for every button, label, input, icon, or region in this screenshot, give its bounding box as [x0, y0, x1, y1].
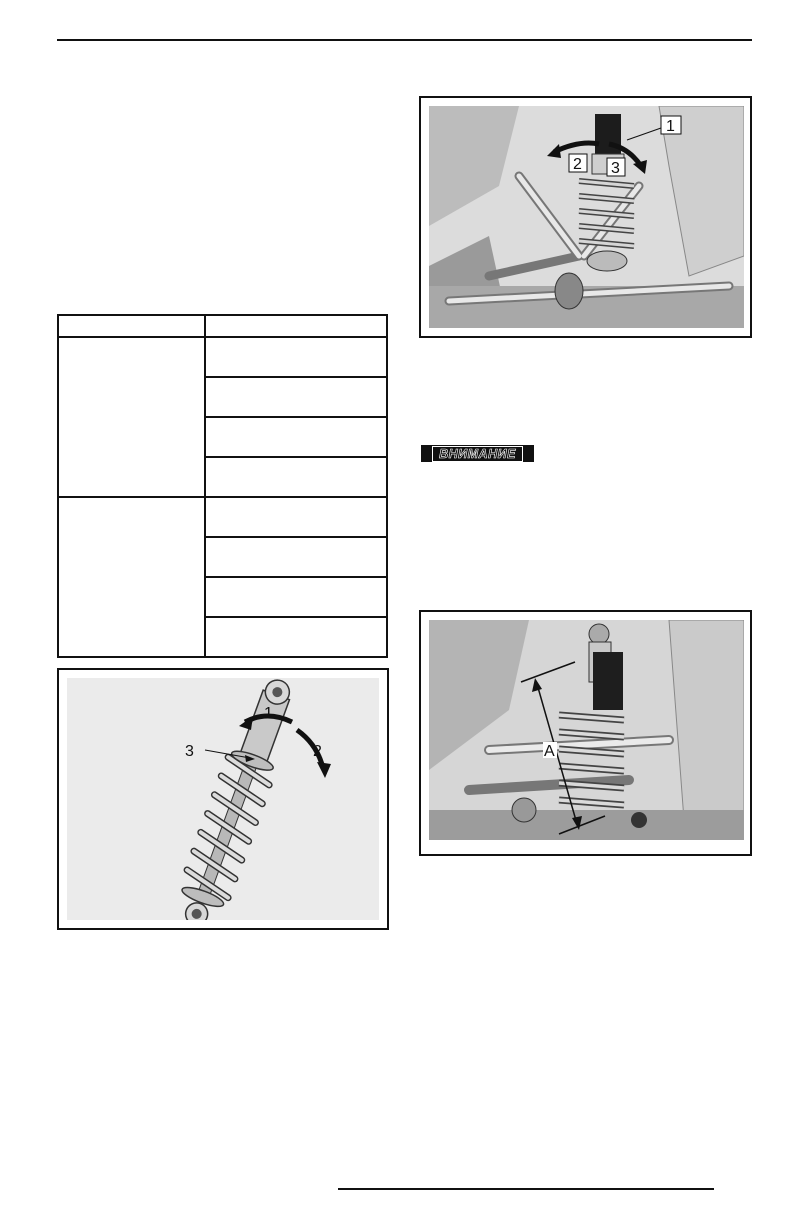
callout-1: 1 [264, 705, 273, 722]
table-row [58, 337, 387, 377]
header-rule [57, 39, 752, 41]
table-header-cell [58, 315, 205, 337]
callout-1: 1 [666, 118, 675, 135]
shock-absorber-illustration [67, 678, 379, 920]
table-cell [205, 377, 387, 417]
table-cell [205, 417, 387, 457]
table-cell [205, 617, 387, 657]
table-cell [205, 457, 387, 497]
callout-a: A [544, 743, 555, 760]
table-group-cell [58, 497, 205, 657]
warning-label: ВНИМАНИЕ [439, 446, 516, 461]
table-header-cell [205, 315, 387, 337]
table-cell [205, 537, 387, 577]
footer-rule [338, 1188, 714, 1190]
warning-badge-frame [432, 446, 523, 462]
table-cell [205, 497, 387, 537]
table-cell [205, 337, 387, 377]
callout-2: 2 [313, 743, 322, 760]
table-group-cell [58, 337, 205, 497]
shock-absorber-drawing [67, 678, 379, 920]
callout-3: 3 [611, 160, 620, 177]
vehicle-shock-photo [429, 106, 744, 328]
figure-shock-adjustment [57, 668, 389, 930]
table-cell [205, 577, 387, 617]
figure-vehicle-shock-preload [419, 96, 752, 338]
table-header-row [58, 315, 387, 337]
vehicle-shock-length-photo [429, 620, 744, 840]
callout-2: 2 [573, 156, 582, 173]
vehicle-shock-length-drawing [429, 620, 744, 840]
settings-table [57, 314, 388, 658]
figure-vehicle-shock-length [419, 610, 752, 856]
table-row [58, 497, 387, 537]
warning-badge [421, 445, 534, 462]
vehicle-shock-drawing [429, 106, 744, 328]
callout-3: 3 [185, 743, 194, 760]
